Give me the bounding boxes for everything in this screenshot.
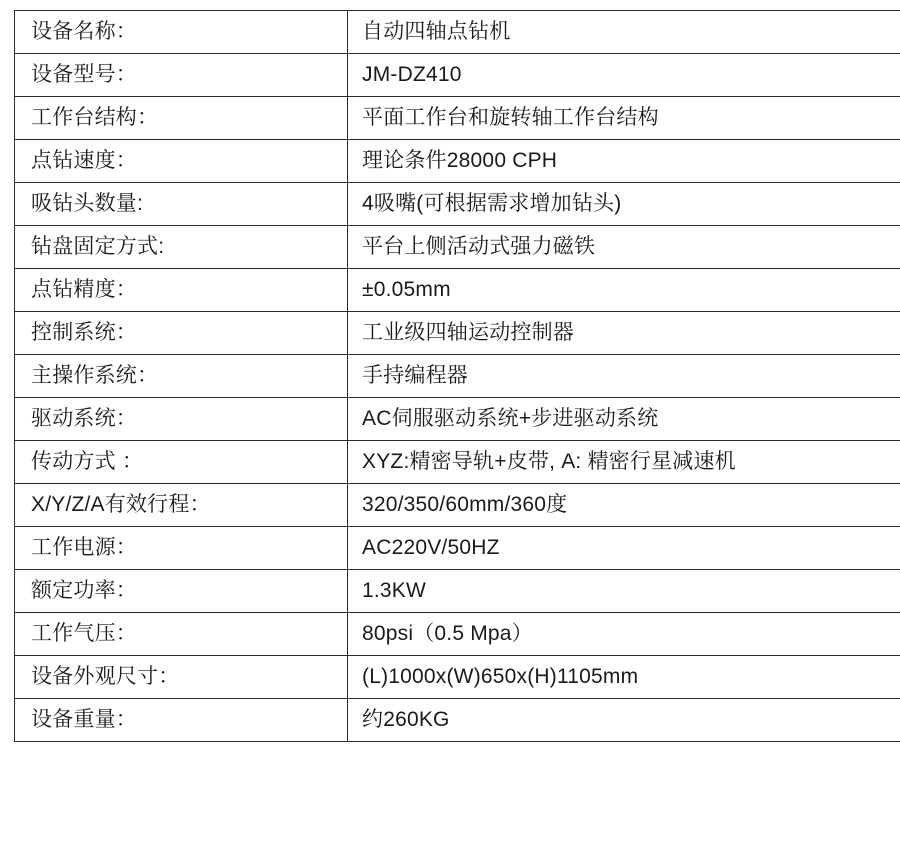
row-value: AC伺服驱动系统+步进驱动系统 (348, 398, 900, 441)
row-value: AC220V/50HZ (348, 527, 900, 570)
row-label: 控制系统： (15, 312, 348, 355)
row-label: 吸钻头数量: (15, 183, 348, 226)
row-value: 约260KG (348, 699, 900, 742)
table-row (15, 484, 900, 527)
row-label: 设备重量： (15, 699, 348, 742)
row-label: 传动方式 ： (15, 441, 348, 484)
row-label: X/Y/Z/A有效行程： (15, 484, 348, 527)
table-row (15, 355, 900, 398)
table-row (15, 269, 900, 312)
row-label: 设备外观尺寸： (15, 656, 348, 699)
table-row (15, 441, 900, 484)
row-label: 工作气压： (15, 613, 348, 656)
table-row (15, 527, 900, 570)
row-label: 主操作系统： (15, 355, 348, 398)
row-label: 钻盘固定方式: (15, 226, 348, 269)
row-value: 320/350/60mm/360度 (348, 484, 900, 527)
row-value: 1.3KW (348, 570, 900, 613)
row-value: 手持编程器 (348, 355, 900, 398)
row-value: ±0.05mm (348, 269, 900, 312)
row-label: 设备型号： (15, 54, 348, 97)
row-value: 4吸嘴(可根据需求增加钻头) (348, 183, 900, 226)
row-label: 额定功率： (15, 570, 348, 613)
table-row (15, 140, 900, 183)
table-row (15, 54, 900, 97)
table-row (15, 312, 900, 355)
specification-table (14, 10, 900, 742)
row-value: 平台上侧活动式强力磁铁 (348, 226, 900, 269)
row-value: JM-DZ410 (348, 54, 900, 97)
table-row (15, 656, 900, 699)
table-row (15, 97, 900, 140)
row-value: 80psi（0.5 Mpa） (348, 613, 900, 656)
row-value: 理论条件28000 CPH (348, 140, 900, 183)
row-value: 工业级四轴运动控制器 (348, 312, 900, 355)
table-row (15, 613, 900, 656)
table-row (15, 11, 900, 54)
row-value: 自动四轴点钻机 (348, 11, 900, 54)
table-row (15, 226, 900, 269)
table-row (15, 570, 900, 613)
row-label: 驱动系统： (15, 398, 348, 441)
row-label: 点钻精度： (15, 269, 348, 312)
table-body (15, 11, 900, 742)
row-label: 点钻速度： (15, 140, 348, 183)
row-label: 工作台结构： (15, 97, 348, 140)
row-label: 设备名称： (15, 11, 348, 54)
row-value: 平面工作台和旋转轴工作台结构 (348, 97, 900, 140)
row-value: (L)1000x(W)650x(H)1105mm (348, 656, 900, 699)
row-label: 工作电源： (15, 527, 348, 570)
table-row (15, 183, 900, 226)
row-value: XYZ:精密导轨+皮带, A: 精密行星减速机 (348, 441, 900, 484)
table-row (15, 699, 900, 742)
table-row (15, 398, 900, 441)
